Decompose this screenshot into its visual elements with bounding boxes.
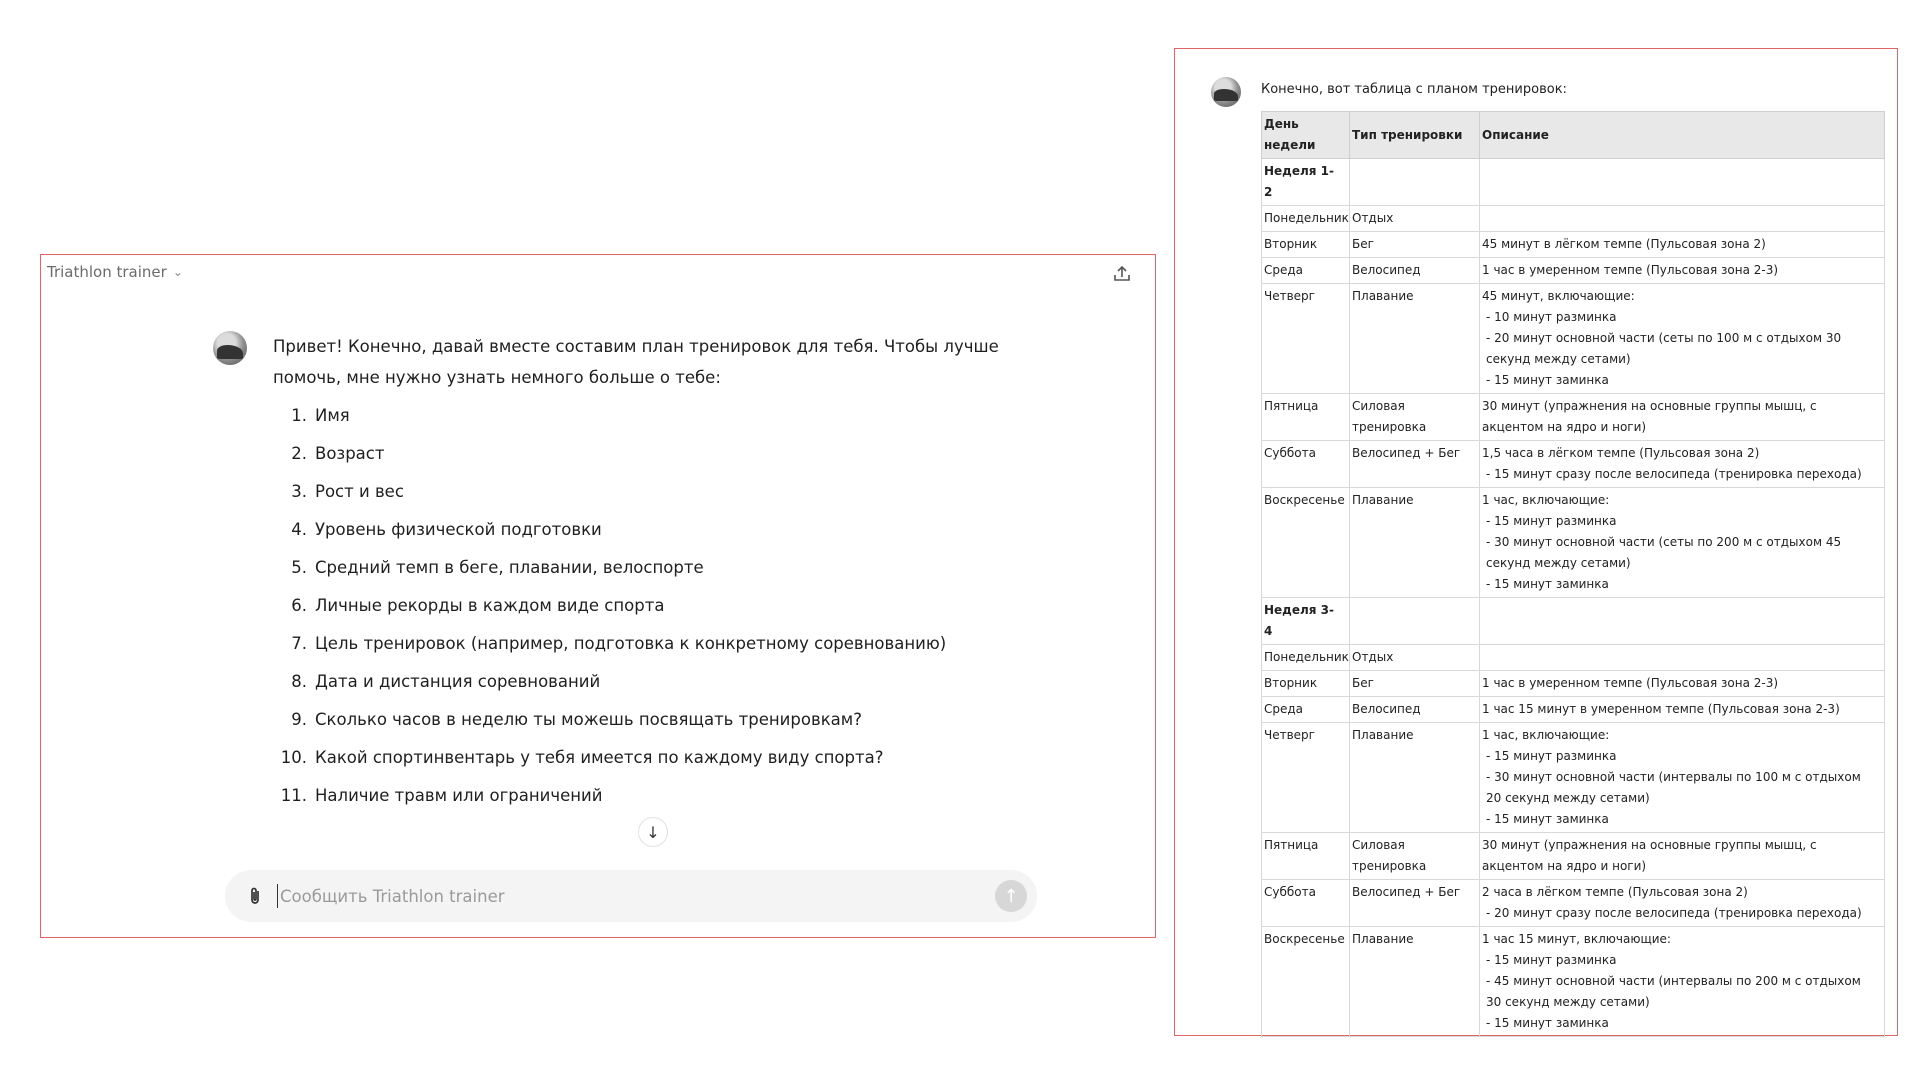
assistant-avatar	[213, 331, 247, 365]
list-item-number: 8.	[291, 672, 307, 691]
cell-description	[1480, 927, 1885, 1037]
cell-day: Вторник	[1262, 671, 1350, 697]
description-line: 45 минут, включающие:	[1482, 289, 1635, 303]
list-item-text: Сколько часов в неделю ты можешь посвящать тренировкам?	[315, 710, 862, 729]
question-list	[273, 397, 1033, 815]
cell-type: Велосипед + Бег	[1350, 880, 1480, 927]
chevron-down-icon: ⌄	[172, 265, 183, 279]
list-item	[273, 473, 1033, 511]
cell-type: Бег	[1350, 671, 1480, 697]
share-icon	[1112, 264, 1132, 284]
cell-day: Пятница	[1262, 833, 1350, 880]
message-intro: Привет! Конечно, давай вместе составим план тренировок для тебя. Чтобы лучше помочь, мне нужно узнать немного больше о тебе:	[273, 337, 999, 387]
header-description: Описание	[1480, 112, 1885, 159]
table-row	[1262, 697, 1885, 723]
cell-description	[1480, 697, 1885, 723]
description-line: 1 час 15 минут, включающие:	[1482, 932, 1671, 946]
list-item-text: Наличие травм или ограничений	[315, 786, 603, 805]
cell-description	[1480, 206, 1885, 232]
table-intro: Конечно, вот таблица с планом тренировок:	[1261, 82, 1567, 97]
cell-day: Суббота	[1262, 880, 1350, 927]
table-row	[1262, 671, 1885, 697]
cell-type: Бег	[1350, 232, 1480, 258]
table-row	[1262, 441, 1885, 488]
description-line: - 20 минут сразу после велосипеда (тренировка перехода)	[1486, 906, 1862, 920]
cell-description	[1480, 880, 1885, 927]
description-line: 30 минут (упражнения на основные группы мышц, с акцентом на ядро и ноги)	[1482, 399, 1817, 434]
cell-day: Четверг	[1262, 723, 1350, 833]
cell-description	[1480, 258, 1885, 284]
description-line: 1 час в умеренном темпе (Пульсовая зона 2-3)	[1482, 263, 1779, 277]
table-row	[1262, 488, 1885, 598]
cell-day: Суббота	[1262, 441, 1350, 488]
cell-day: Неделя 3-4	[1262, 598, 1350, 645]
description-line: 2 часа в лёгком темпе (Пульсовая зона 2)	[1482, 885, 1748, 899]
list-item-number: 6.	[291, 596, 307, 615]
description-line: 1 час, включающие:	[1482, 728, 1610, 742]
list-item-text: Имя	[315, 406, 350, 425]
list-item	[273, 549, 1033, 587]
description-line: - 45 минут основной части (интервалы по 200 м с отдыхом 30 секунд между сетами)	[1486, 974, 1861, 1009]
table-week-row	[1262, 598, 1885, 645]
description-line: - 15 минут заминка	[1486, 373, 1609, 387]
table-row	[1262, 394, 1885, 441]
model-name: Triathlon trainer	[47, 263, 167, 281]
list-item	[273, 777, 1033, 815]
list-item-text: Дата и дистанция соревнований	[315, 672, 601, 691]
table-week-row	[1262, 159, 1885, 206]
message-input[interactable]	[277, 884, 995, 908]
description-line: - 15 минут заминка	[1486, 1016, 1609, 1030]
list-item	[273, 663, 1033, 701]
cell-type: Силовая тренировка	[1350, 833, 1480, 880]
list-item	[273, 435, 1033, 473]
list-item-text: Рост и вес	[315, 482, 404, 501]
description-line: - 30 минут основной части (интервалы по 100 м с отдыхом 20 секунд между сетами)	[1486, 770, 1861, 805]
cell-description	[1480, 723, 1885, 833]
cell-type: Велосипед	[1350, 258, 1480, 284]
cell-description	[1480, 833, 1885, 880]
cell-day: Понедельник	[1262, 206, 1350, 232]
list-item-text: Цель тренировок (например, подготовка к конкретному соревнованию)	[315, 634, 947, 653]
list-item	[273, 397, 1033, 435]
table-row	[1262, 645, 1885, 671]
table-row	[1262, 284, 1885, 394]
description-line: - 15 минут разминка	[1486, 953, 1617, 967]
list-item-number: 7.	[291, 634, 307, 653]
list-item-number: 1.	[291, 406, 307, 425]
cell-type: Силовая тренировка	[1350, 394, 1480, 441]
list-item-text: Средний темп в беге, плавании, велоспорте	[315, 558, 704, 577]
arrow-up-icon: ↑	[1003, 885, 1019, 907]
description-line: 1 час, включающие:	[1482, 493, 1610, 507]
description-line: 30 минут (упражнения на основные группы мышц, с акцентом на ядро и ноги)	[1482, 838, 1817, 873]
cell-description	[1480, 488, 1885, 598]
cell-type: Плавание	[1350, 284, 1480, 394]
list-item-text: Возраст	[315, 444, 385, 463]
table-row	[1262, 232, 1885, 258]
cell-day: Среда	[1262, 258, 1350, 284]
cell-description	[1480, 284, 1885, 394]
description-line: 1,5 часа в лёгком темпе (Пульсовая зона 2)	[1482, 446, 1760, 460]
cell-description	[1480, 598, 1885, 645]
cell-day: Четверг	[1262, 284, 1350, 394]
arrow-down-icon: ↓	[646, 822, 660, 842]
assistant-avatar	[1211, 77, 1241, 107]
cell-day: Вторник	[1262, 232, 1350, 258]
list-item-number: 11.	[280, 786, 307, 805]
list-item	[273, 625, 1033, 663]
list-item-number: 4.	[291, 520, 307, 539]
list-item	[273, 587, 1033, 625]
header-day: День недели	[1262, 112, 1350, 159]
list-item	[273, 739, 1033, 777]
cell-type: Плавание	[1350, 488, 1480, 598]
cell-type: Велосипед + Бег	[1350, 441, 1480, 488]
cell-description	[1480, 159, 1885, 206]
cell-description	[1480, 645, 1885, 671]
training-plan-table	[1261, 111, 1885, 1037]
model-selector[interactable]	[47, 263, 183, 281]
cell-description	[1480, 671, 1885, 697]
cell-type: Плавание	[1350, 723, 1480, 833]
scroll-down-button[interactable]	[638, 817, 668, 847]
cell-day: Воскресенье	[1262, 927, 1350, 1037]
table-row	[1262, 723, 1885, 833]
cell-type: Отдых	[1350, 645, 1480, 671]
table-row	[1262, 927, 1885, 1037]
list-item-number: 10.	[280, 748, 307, 767]
list-item	[273, 511, 1033, 549]
list-item-number: 9.	[291, 710, 307, 729]
list-item-number: 5.	[291, 558, 307, 577]
list-item	[273, 701, 1033, 739]
share-button[interactable]	[1107, 259, 1137, 289]
description-line: - 15 минут сразу после велосипеда (тренировка перехода)	[1486, 467, 1862, 481]
cell-day: Понедельник	[1262, 645, 1350, 671]
list-item-number: 2.	[291, 444, 307, 463]
description-line: - 15 минут разминка	[1486, 514, 1617, 528]
table-row	[1262, 833, 1885, 880]
list-item-text: Уровень физической подготовки	[315, 520, 602, 539]
training-plan-panel	[1174, 48, 1898, 1036]
cell-day: Пятница	[1262, 394, 1350, 441]
message-composer	[225, 870, 1037, 922]
table-header-row	[1262, 112, 1885, 159]
cell-description	[1480, 441, 1885, 488]
cell-type	[1350, 159, 1480, 206]
table-row	[1262, 258, 1885, 284]
description-line: - 10 минут разминка	[1486, 310, 1617, 324]
header-type: Тип тренировки	[1350, 112, 1480, 159]
cell-description	[1480, 232, 1885, 258]
cell-type	[1350, 598, 1480, 645]
description-line: 1 час в умеренном темпе (Пульсовая зона 2-3)	[1482, 676, 1779, 690]
paperclip-icon	[246, 886, 264, 906]
description-line: - 15 минут заминка	[1486, 577, 1609, 591]
cell-type: Велосипед	[1350, 697, 1480, 723]
list-item-text: Какой спортинвентарь у тебя имеется по каждому виду спорта?	[315, 748, 884, 767]
description-line: 1 час 15 минут в умеренном темпе (Пульсовая зона 2-3)	[1482, 702, 1840, 716]
description-line: 45 минут в лёгком темпе (Пульсовая зона 2)	[1482, 237, 1766, 251]
cell-day: Среда	[1262, 697, 1350, 723]
attach-button[interactable]	[243, 884, 267, 908]
description-line: - 30 минут основной части (сеты по 200 м с отдыхом 45 секунд между сетами)	[1486, 535, 1842, 570]
list-item-number: 3.	[291, 482, 307, 501]
chat-window	[40, 254, 1156, 938]
cell-description	[1480, 394, 1885, 441]
list-item-text: Личные рекорды в каждом виде спорта	[315, 596, 665, 615]
send-button[interactable]	[995, 880, 1027, 912]
message-body	[273, 331, 1033, 815]
table-row	[1262, 206, 1885, 232]
cell-day: Неделя 1-2	[1262, 159, 1350, 206]
table-row	[1262, 880, 1885, 927]
cell-type: Отдых	[1350, 206, 1480, 232]
cell-type: Плавание	[1350, 927, 1480, 1037]
description-line: - 15 минут заминка	[1486, 812, 1609, 826]
cell-day: Воскресенье	[1262, 488, 1350, 598]
description-line: - 15 минут разминка	[1486, 749, 1617, 763]
description-line: - 20 минут основной части (сеты по 100 м с отдыхом 30 секунд между сетами)	[1486, 331, 1842, 366]
